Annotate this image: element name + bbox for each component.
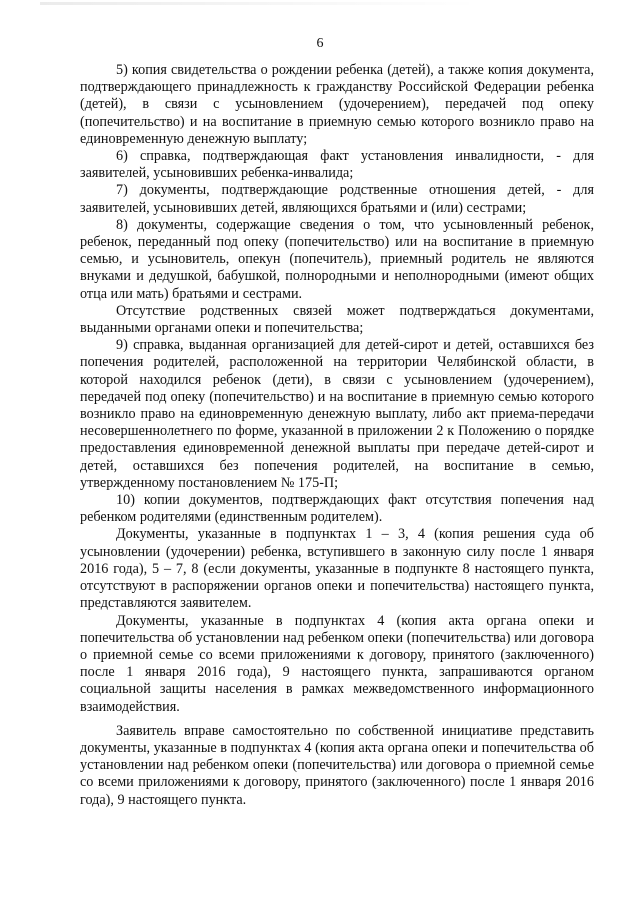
scan-artifact-line: [40, 2, 480, 5]
paragraph-item-6: 6) справка, подтверждающая факт установления инвалидности, - для заявителей, усыновивших ребенка-инвалида;: [80, 148, 594, 182]
paragraph-documents-by-applicant: Документы, указанные в подпунктах 1 – 3, 4 (копия решения суда об усыновлении (удочерении) ребенка, вступившего в законную силу после 1 января 2016 года), 5 – 7, 8 (если документы, указанные в подпункте 8 настоящего пункта, отсутствуют в распоряжении органов опеки и попечительства) настоящего пункта, представляются заявителем.: [80, 526, 594, 612]
document-body: [80, 62, 594, 809]
paragraph-no-kinship-note: Отсутствие родственных связей может подтверждаться документами, выданными органами опеки и попечительства;: [80, 302, 594, 337]
paragraph-item-8: 8) документы, содержащие сведения о том, что усыновленный ребенок, ребенок, переданный под опеку (попечительство) или на воспитание в приемную семью, и усыновитель, опекун (попечитель), приемный родитель не являются внуками и дедушкой, бабушкой, полнородными и неполнородными (имеют общих отца или мать) братьями и сестрами.: [80, 216, 594, 302]
paragraph-applicant-right: Заявитель вправе самостоятельно по собственной инициативе представить документы, указанные в подпунктах 4 (копия акта органа опеки и попечительства об установлении над ребенком опеки (попечительства) или договора о приемной семье со всеми приложениями к договору, принятого (заключенного) после 1 января 2016 года), 9 настоящего пункта.: [80, 722, 594, 808]
paragraph-item-7: 7) документы, подтверждающие родственные отношения детей, - для заявителей, усыновивших детей, являющихся братьями и (или) сестрами;: [80, 182, 594, 216]
paragraph-item-5: 5) копия свидетельства о рождении ребенка (детей), а также копия документа, подтверждающего принадлежность к гражданству Российской Федерации ребенка (детей), в связи с усыновлением (удочерением), передачей под опеку (попечительство) и на воспитание в приемную семью которого возникло право на единовременную денежную выплату;: [80, 62, 594, 147]
paragraph-item-9: 9) справка, выданная организацией для детей-сирот и детей, оставшихся без попечения родителей, расположенной на территории Челябинской области, в которой находился ребенок (дети), в связи с усыновлением (удочерением), передачей под опеку (попечительство) и на воспитание в приемную семью которого возникло право на единовременную денежную выплату, либо акт приема-передачи несовершеннолетнего по форме, указанной в приложении 2 к Положению о порядке предоставления единовременной денежной выплаты при передаче детей-сирот и детей, оставшихся без попечения родителей, на воспитание в семью, утвержденному постановлением № 175-П;: [80, 337, 594, 491]
page-number: 6: [316, 36, 324, 51]
paragraph-item-10: 10) копии документов, подтверждающих факт отсутствия попечения над ребенком родителями (единственным родителем).: [80, 492, 594, 526]
paragraph-documents-requested: Документы, указанные в подпунктах 4 (копия акта органа опеки и попечительства об установлении над ребенком опеки (попечительства) или договора о приемной семье со всеми приложениями к договору, принятого (заключенного) после 1 января 2016 года), 9 настоящего пункта, запрашиваются органом социальной защиты населения в рамках межведомственного информационного взаимодействия.: [80, 612, 594, 715]
